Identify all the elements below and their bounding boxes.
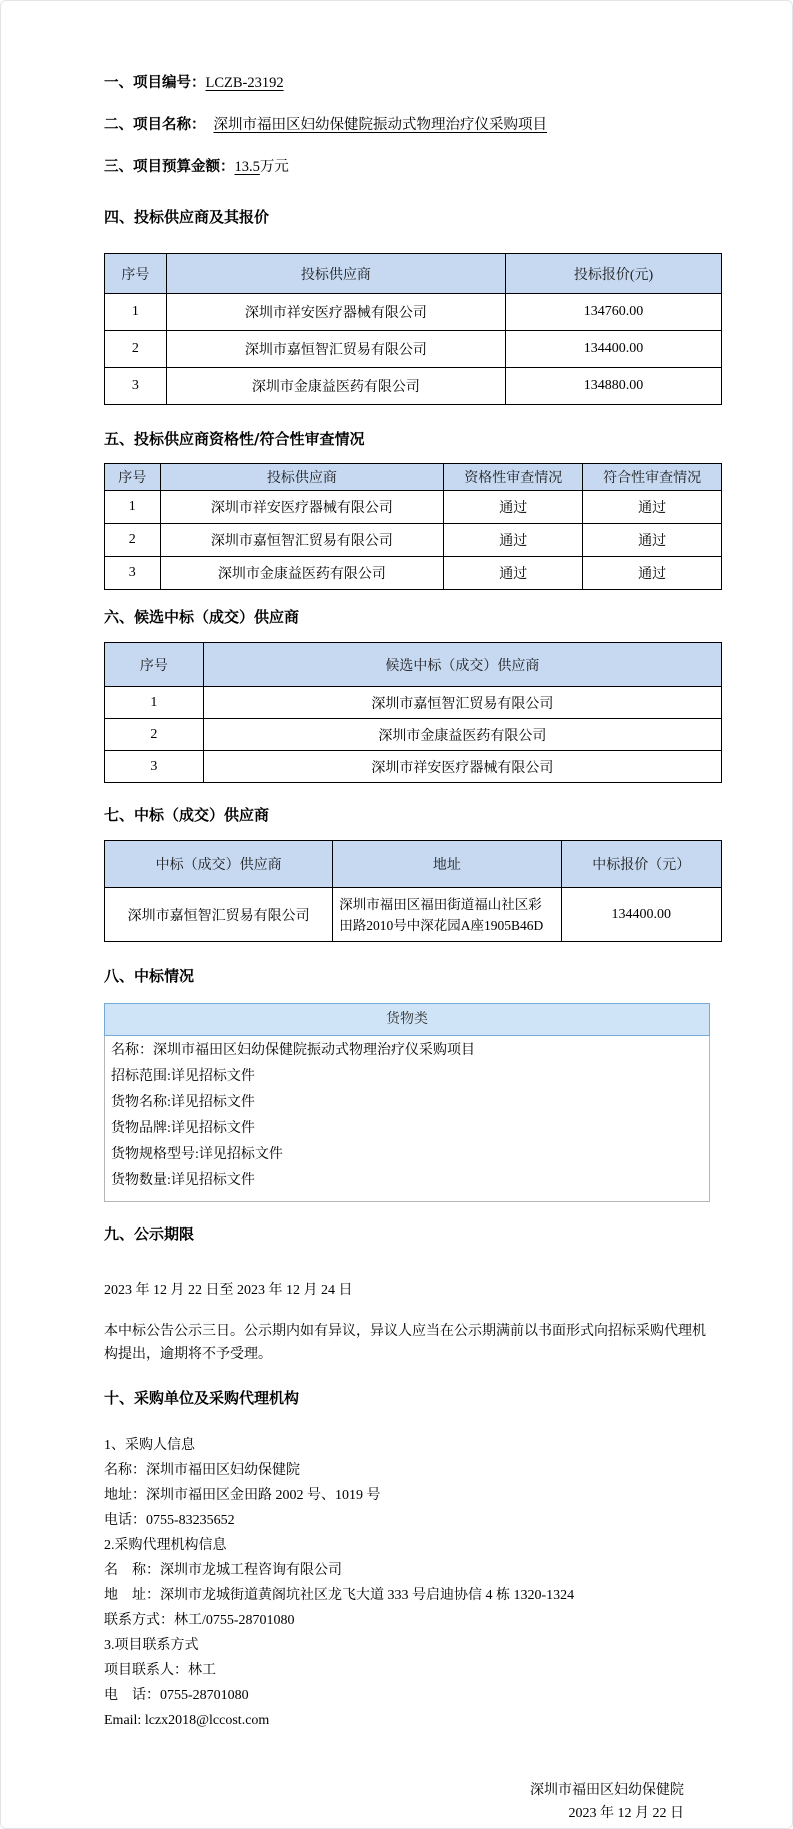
- goods-detail-line: 货物规格型号:详见招标文件: [111, 1147, 283, 1162]
- goods-detail-line: 货物数量:详见招标文件: [111, 1173, 255, 1188]
- project-budget-unit: 万元: [259, 159, 289, 175]
- section-5-heading: 五、投标供应商资格性/符合性审查情况: [104, 430, 365, 448]
- column-header-address: 地址: [333, 841, 561, 888]
- table-header-row: [105, 464, 722, 491]
- contact-line: 地 址：深圳市龙城街道黄阁坑社区龙飞大道 333 号启迪协信 4 栋 1320-1324: [104, 1588, 575, 1603]
- column-header-candidate: 候选中标（成交）供应商: [203, 643, 721, 687]
- project-number-value: LCZB-23192: [205, 75, 284, 91]
- cell-supplier: 深圳市金康益医药有限公司: [160, 557, 444, 590]
- signature-date: 2023 年 12 月 22 日: [568, 1806, 684, 1821]
- cell-qualification: 通过: [444, 557, 583, 590]
- contact-line: Email: lczx2018@lccost.com: [104, 1713, 270, 1728]
- column-header-bid-price: 投标报价(元): [506, 254, 722, 294]
- contact-line: 项目联系人：林工: [104, 1663, 216, 1678]
- cell-seq: 1: [105, 294, 167, 331]
- goods-category-header: 货物类: [104, 1003, 710, 1036]
- section-4-heading: 四、投标供应商及其报价: [104, 208, 270, 226]
- goods-detail-line: 招标范围:详见招标文件: [111, 1069, 255, 1084]
- project-budget-line: [104, 157, 720, 177]
- column-header-seq: 序号: [105, 643, 204, 687]
- column-header-seq: 序号: [105, 254, 167, 294]
- publicity-note: 本中标公告公示三日。公示期内如有异议，异议人应当在公示期满前以书面形式向招标采购代理机构提出，逾期将不予受理。: [104, 1324, 706, 1362]
- cell-seq: 1: [105, 687, 204, 719]
- table-row: [105, 719, 722, 751]
- table-header-row: [105, 254, 722, 294]
- cell-supplier: 深圳市嘉恒智汇贸易有限公司: [166, 331, 505, 368]
- column-header-winner: 中标（成交）供应商: [105, 841, 333, 888]
- project-number-line: [104, 73, 720, 93]
- cell-seq: 2: [105, 331, 167, 368]
- contact-line: 联系方式：林工/0755-28701080: [104, 1613, 295, 1628]
- contact-line: 地址：深圳市福田区金田路 2002 号、1019 号: [104, 1488, 381, 1503]
- cell-supplier: 深圳市金康益医药有限公司: [166, 368, 505, 405]
- contact-line: 1、采购人信息: [104, 1438, 195, 1453]
- cell-seq: 1: [105, 491, 161, 524]
- project-name-value: 深圳市福田区妇幼保健院振动式物理治疗仪采购项目: [213, 117, 547, 133]
- bid-offers-table: [104, 253, 722, 405]
- cell-bid-price: 134880.00: [506, 368, 722, 405]
- cell-supplier: 深圳市祥安医疗器械有限公司: [166, 294, 505, 331]
- project-name-label: 二、项目名称：: [104, 117, 206, 133]
- contact-info-block: [104, 1433, 720, 1733]
- table-row: [105, 294, 722, 331]
- cell-compliance: 通过: [583, 524, 722, 557]
- table-row: [105, 751, 722, 783]
- table-row: [105, 687, 722, 719]
- cell-candidate: 深圳市祥安医疗器械有限公司: [203, 751, 721, 783]
- cell-candidate: 深圳市嘉恒智汇贸易有限公司: [203, 687, 721, 719]
- review-results-table: [104, 463, 722, 590]
- project-budget-value: 13.5: [234, 159, 260, 175]
- table-row: [105, 368, 722, 405]
- contact-line: 名 称：深圳市龙城工程咨询有限公司: [104, 1563, 342, 1578]
- column-header-award-price: 中标报价（元）: [561, 841, 721, 888]
- section-8-heading: 八、中标情况: [104, 967, 195, 985]
- contact-line: 3.项目联系方式: [104, 1638, 199, 1653]
- table-header-row: [105, 643, 722, 687]
- award-details-box: [104, 1003, 710, 1202]
- section-10-heading: 十、采购单位及采购代理机构: [104, 1389, 300, 1407]
- cell-bid-price: 134760.00: [506, 294, 722, 331]
- signature-block: [104, 1779, 720, 1825]
- cell-seq: 3: [105, 751, 204, 783]
- column-header-qualification: 资格性审查情况: [444, 464, 583, 491]
- column-header-supplier: 投标供应商: [160, 464, 444, 491]
- table-row: [105, 557, 722, 590]
- cell-supplier: 深圳市祥安医疗器械有限公司: [160, 491, 444, 524]
- cell-qualification: 通过: [444, 491, 583, 524]
- cell-address: 深圳市福田区福田街道福山社区彩田路2010号中深花园A座1905B46D: [333, 888, 561, 942]
- contact-line: 2.采购代理机构信息: [104, 1538, 227, 1553]
- cell-bid-price: 134400.00: [506, 331, 722, 368]
- publicity-period: 2023 年 12 月 22 日至 2023 年 12 月 24 日: [104, 1283, 353, 1298]
- cell-seq: 2: [105, 524, 161, 557]
- section-6-heading: 六、候选中标（成交）供应商: [104, 608, 300, 626]
- column-header-supplier: 投标供应商: [166, 254, 505, 294]
- cell-compliance: 通过: [583, 557, 722, 590]
- winner-table: [104, 840, 722, 942]
- cell-seq: 2: [105, 719, 204, 751]
- table-header-row: [105, 841, 722, 888]
- candidate-winners-table: [104, 642, 722, 783]
- cell-compliance: 通过: [583, 491, 722, 524]
- contact-line: 电 话：0755-28701080: [104, 1688, 249, 1703]
- section-9-heading: 九、公示期限: [104, 1225, 195, 1243]
- goods-detail-line: 货物名称:详见招标文件: [111, 1095, 255, 1110]
- table-row: [105, 888, 722, 942]
- cell-qualification: 通过: [444, 524, 583, 557]
- column-header-seq: 序号: [105, 464, 161, 491]
- table-row: [105, 331, 722, 368]
- contact-line: 名称：深圳市福田区妇幼保健院: [104, 1463, 300, 1478]
- column-header-compliance: 符合性审查情况: [583, 464, 722, 491]
- goods-detail-line: 名称：深圳市福田区妇幼保健院振动式物理治疗仪采购项目: [111, 1043, 475, 1058]
- cell-candidate: 深圳市金康益医药有限公司: [203, 719, 721, 751]
- contact-line: 电话：0755-83235652: [104, 1513, 235, 1528]
- table-row: [105, 524, 722, 557]
- cell-seq: 3: [105, 557, 161, 590]
- project-name-line: [104, 115, 720, 135]
- goods-detail-line: 货物品牌:详见招标文件: [111, 1121, 255, 1136]
- cell-seq: 3: [105, 368, 167, 405]
- cell-winner: 深圳市嘉恒智汇贸易有限公司: [105, 888, 333, 942]
- signature-org: 深圳市福田区妇幼保健院: [530, 1783, 684, 1798]
- cell-award-price: 134400.00: [561, 888, 721, 942]
- project-number-label: 一、项目编号：: [104, 75, 206, 91]
- table-row: [105, 491, 722, 524]
- section-7-heading: 七、中标（成交）供应商: [104, 806, 270, 824]
- project-budget-label: 三、项目预算金额：: [104, 159, 235, 175]
- cell-supplier: 深圳市嘉恒智汇贸易有限公司: [160, 524, 444, 557]
